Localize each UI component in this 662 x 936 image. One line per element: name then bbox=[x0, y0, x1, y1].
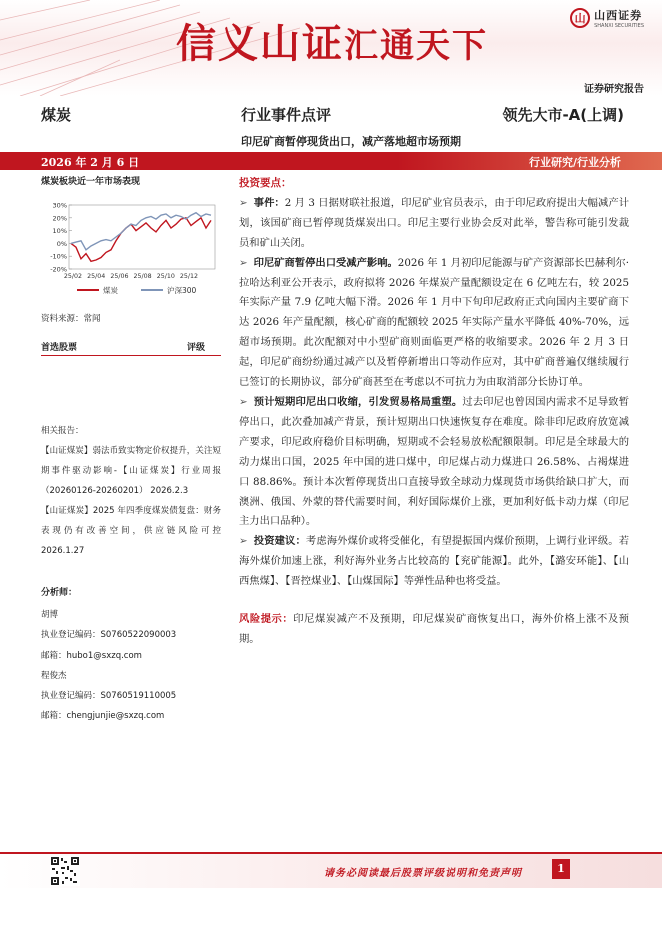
related-item[interactable]: 【山证煤炭】弱法币致实物定价权提升，关注短期事件驱动影响-【山证煤炭】行业周报（20260126-20260201） 2026.2.3 bbox=[41, 446, 221, 496]
paragraph-trade bbox=[239, 393, 629, 532]
analyst-name: 程俊杰 bbox=[41, 670, 67, 681]
footer-disclaimer: 请务必阅读最后股票评级说明和免责声明 bbox=[324, 868, 522, 879]
risk-label: 风险提示： bbox=[239, 613, 294, 626]
paragraph-event bbox=[239, 194, 629, 254]
y-tick-label: 10% bbox=[52, 227, 67, 236]
header-banner bbox=[0, 0, 662, 96]
industry-rating: 领先大市-A(上调) bbox=[502, 106, 624, 124]
analyst-license: 执业登记编码：S0760522090003 bbox=[41, 630, 177, 641]
date-bar bbox=[0, 152, 662, 170]
arrow-bullet-icon: ➢ bbox=[239, 535, 248, 548]
stocks-head-label: 首选股票 bbox=[41, 343, 78, 353]
x-tick-label: 25/06 bbox=[110, 273, 129, 280]
header-slogan bbox=[176, 12, 488, 69]
para-lead: 印尼矿商暂停出口受减产影响。 bbox=[253, 256, 398, 269]
para-text: 2 月 3 日据财联社报道，印尼矿业官员表示，由于印尼政府提出大幅减产计划，该国矿商已暂停现货煤炭出口。印尼主要行业协会反对此举，警告称可能引发裁员和矿山关闭。 bbox=[239, 196, 630, 249]
series-line bbox=[71, 213, 211, 250]
x-tick-label: 25/08 bbox=[133, 273, 152, 280]
analyst-email[interactable]: 邮箱：hubo1@sxzq.com bbox=[41, 650, 142, 661]
paragraph-export bbox=[239, 254, 629, 393]
related-item[interactable]: 【山证煤炭】2025 年四季度煤炭债复盘：财务表现仍有改善空间，供应链风险可控 2026.1.27 bbox=[41, 506, 221, 556]
report-kind: 行业事件点评 bbox=[241, 106, 332, 124]
y-tick-label: 0% bbox=[56, 239, 67, 248]
x-tick-label: 25/12 bbox=[179, 273, 199, 280]
risk-text: 印尼煤炭减产不及预期，印尼煤炭矿商恢复出口，海外价格上涨不及预期。 bbox=[239, 613, 630, 645]
y-tick-label: -10% bbox=[50, 252, 67, 261]
arrow-bullet-icon: ➢ bbox=[239, 395, 248, 408]
report-category: 行业研究/行业分析 bbox=[528, 156, 621, 169]
page-number: 1 bbox=[552, 859, 570, 879]
main-content bbox=[239, 174, 629, 650]
slogan-small: 汇通天下 bbox=[344, 26, 488, 66]
risk-warning bbox=[239, 610, 629, 650]
series-line bbox=[71, 218, 211, 261]
legend-label: 煤炭 bbox=[103, 286, 118, 295]
analyst-name: 胡博 bbox=[41, 610, 59, 620]
logo-en: SHANXI SECURITIES bbox=[594, 23, 644, 29]
para-lead: 事件： bbox=[253, 196, 285, 209]
logo-mark-icon: 山 bbox=[570, 8, 590, 28]
logo-cn: 山西证券 bbox=[594, 9, 643, 22]
analyst-head: 分析师： bbox=[41, 588, 78, 598]
analyst-list bbox=[41, 605, 176, 727]
chart-source: 资料来源：常闻 bbox=[41, 314, 101, 324]
slogan-big: 信义山证 bbox=[176, 21, 344, 67]
y-tick-label: 30% bbox=[52, 201, 67, 210]
x-tick-label: 25/10 bbox=[156, 273, 175, 280]
section-title: 投资要点： bbox=[239, 177, 292, 189]
chart-title: 煤炭板块近一年市场表现 bbox=[41, 177, 141, 187]
qr-code-icon[interactable] bbox=[50, 856, 80, 886]
para-lead: 预计短期印尼出口收缩，引发贸易格局重塑。 bbox=[253, 395, 463, 408]
related-head: 相关报告： bbox=[41, 426, 84, 436]
x-tick-label: 25/04 bbox=[87, 273, 106, 280]
y-tick-label: 20% bbox=[52, 214, 67, 223]
preferred-stocks-header bbox=[41, 340, 221, 356]
para-text: 2026 年 1 月初印尼能源与矿产资源部长巴赫利尔·拉哈达利亚公开表示，政府拟将 2026 年煤炭产量配额设定在 6 亿吨左右，较 2025 年实际产量 7.9 亿吨大幅下滑。2026 年 1 月中下旬印尼政府正式向国内主要矿商下达 2026 年产量配额，核心矿商的配额较 2025 年实际产量水平降低 40%-70%，远超市场预期。此次配额对中小型矿商则面临更严格的收缩要求。2026 年 2 月 3 日起，印尼矿商纷纷通过减产以及暂停新增出口等动作应对，其中矿商普遍仅继续履行已签订的长期协议，部分矿商甚至在考虑以不可抗力为由取消部分长协订单。 bbox=[239, 256, 629, 389]
analyst-license: 执业登记编码：S0760519110005 bbox=[41, 691, 177, 702]
report-subtitle: 印尼矿商暂停现货出口，减产落地超市场预期 bbox=[241, 135, 461, 148]
sector-title: 煤炭 bbox=[41, 106, 72, 124]
performance-chart bbox=[41, 189, 221, 304]
legend-label: 沪深300 bbox=[167, 286, 197, 295]
x-tick-label: 25/02 bbox=[63, 273, 83, 280]
para-lead: 投资建议： bbox=[253, 535, 306, 548]
title-row bbox=[0, 104, 662, 124]
arrow-bullet-icon: ➢ bbox=[239, 196, 248, 209]
report-date: 2026 年 2 月 6 日 bbox=[41, 156, 140, 169]
report-type: 证券研究报告 bbox=[584, 84, 644, 95]
para-text: 过去印尼也曾因国内需求不足导致暂停出口，此次叠加减产背景，预计短期出口快速恢复存在难度。除非印尼政府放宽减产要求，印尼政府稳价目标明确，短期或不会轻易放松配额限制。印尼是全球最大的动力煤出口国，2025 年中国的进口煤中，印尼煤占动力煤进口 26.58%、占褐煤进口 88.86%。预计本次暂停现货出口直接导致全球动力煤现货市场供给缺口扩大，而澳洲、俄国、外蒙的替代需要时间，利好国际煤价上涨，更加利好低卡动力煤（印尼主力出口品种）。 bbox=[239, 395, 630, 528]
analyst-email[interactable]: 邮箱：chengjunjie@sxzq.com bbox=[41, 711, 165, 722]
paragraph-advice bbox=[239, 532, 629, 592]
y-tick-label: -20% bbox=[50, 265, 67, 274]
stocks-rating-label: 评级 bbox=[186, 343, 205, 353]
para-text: 考虑海外煤价或将受催化，有望提振国内煤价预期，上调行业评级。若海外煤价加速上涨，利好海外业务占比较高的【兖矿能源】。此外，【潞安环能】、【山西焦煤】、【晋控煤业】、【山煤国际】等弹性品种也将受益。 bbox=[239, 535, 630, 588]
related-reports bbox=[41, 421, 221, 561]
company-logo bbox=[570, 7, 644, 29]
arrow-bullet-icon: ➢ bbox=[239, 256, 248, 269]
